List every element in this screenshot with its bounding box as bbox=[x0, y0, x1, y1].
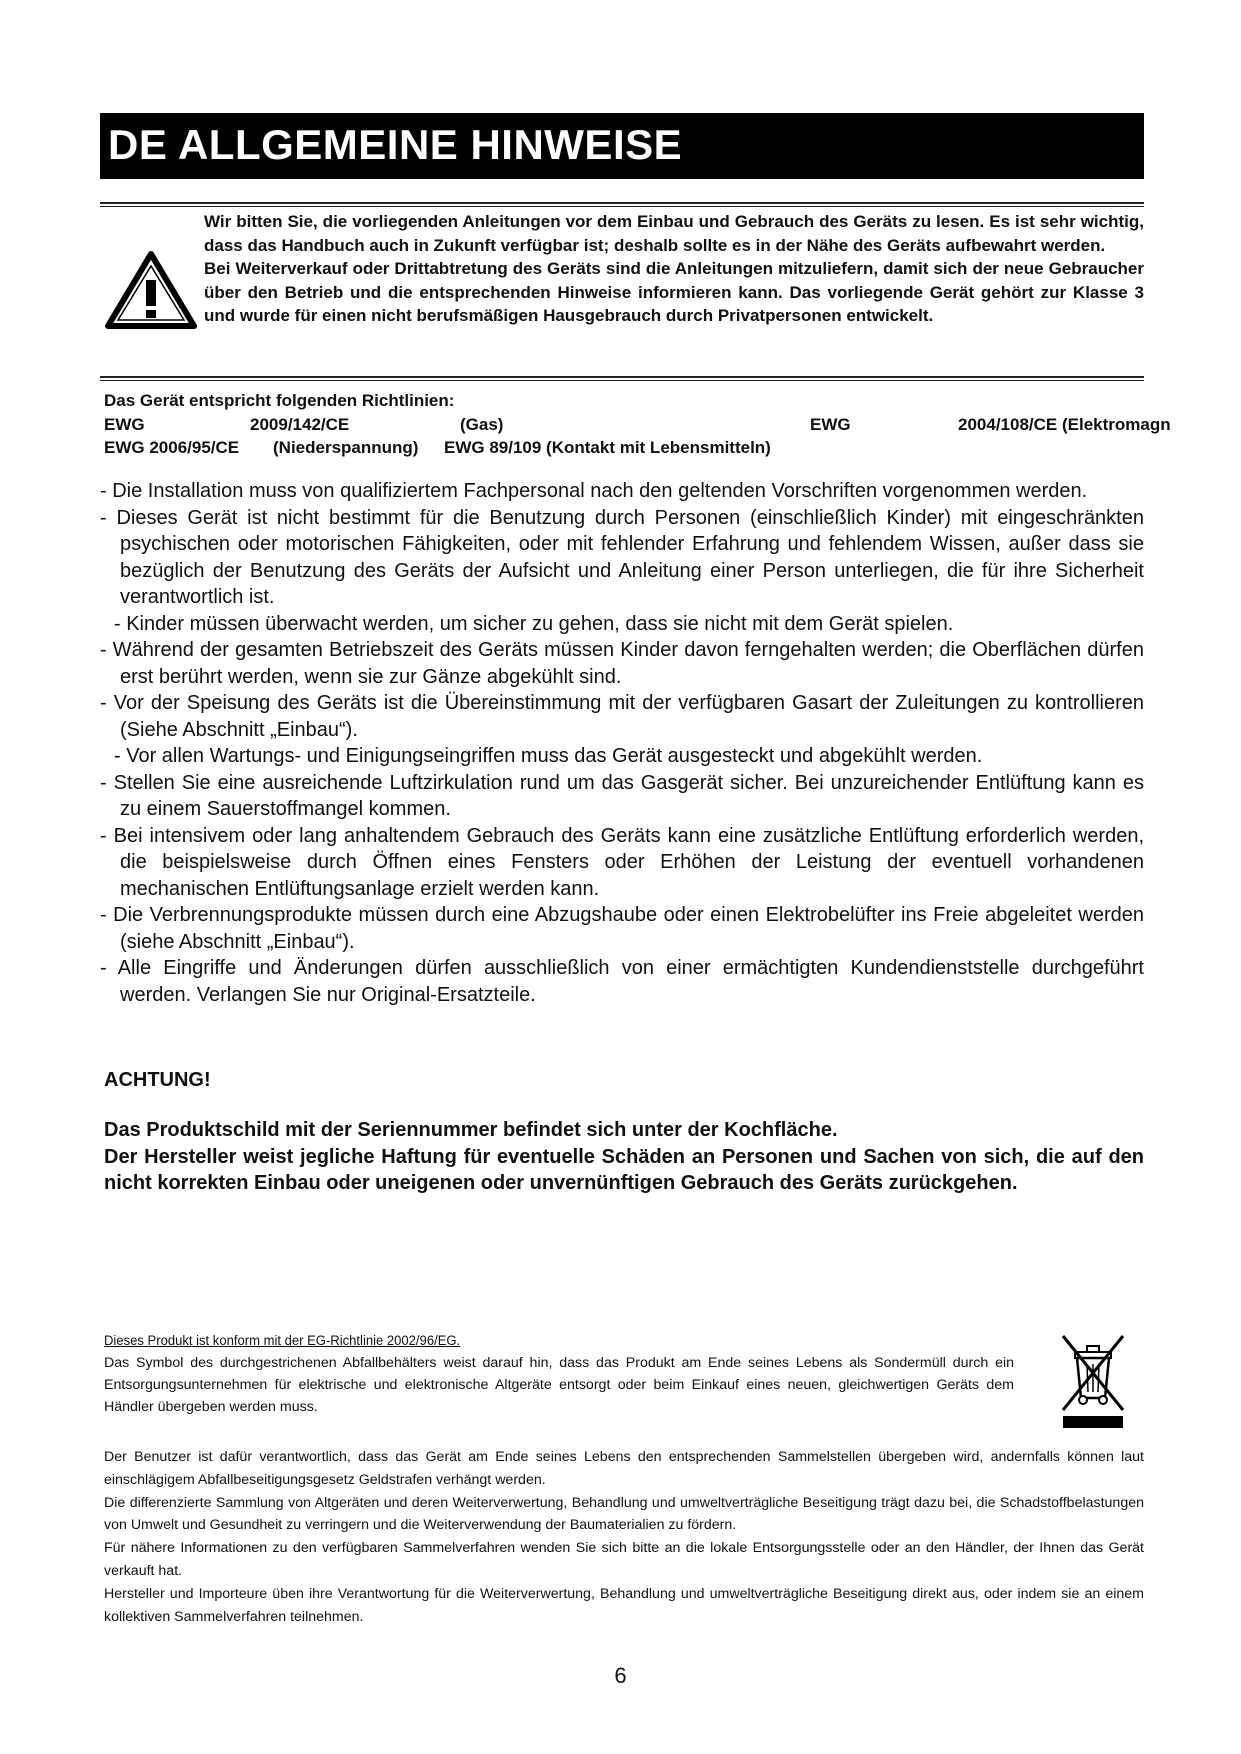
list-item: - Alle Eingriffe und Änderungen dürfen ausschließlich von einer ermächtigten Kundendienststelle durchgeführt werden. Verlangen Sie nur Original-Ersatzteile. bbox=[100, 957, 1144, 1006]
warning-paragraph: Bei Weiterverkauf oder Drittabtretung des Geräts sind die Anleitungen mitzuliefern, damit sich der neue Gebraucher über den Betrieb und die entsprechenden Hinweise informieren kann. Das vorliegende Gerät gehört zur Klasse 3 und wurde für einen nicht berufsmäßigen Hausgebrauch durch Privatpersonen entwickelt. bbox=[204, 259, 1144, 325]
divider-middle-thin bbox=[100, 380, 1144, 381]
directives-heading: Das Gerät entspricht folgenden Richtlinien: bbox=[104, 391, 455, 410]
page-title: DE ALLGEMEINE HINWEISE bbox=[108, 121, 683, 168]
list-item: - Die Verbrennungsprodukte müssen durch eine Abzugshaube oder einen Elektrobelüfter ins Freie abgeleitet werden (siehe Abschnitt „Einbau“). bbox=[100, 904, 1144, 953]
list-item: - Vor allen Wartungs- und Einigungseingriffen muss das Gerät ausgesteckt und abgekühlt werden. bbox=[114, 745, 983, 767]
directive-number: EWG 89/109 (Kontakt mit Lebensmitteln) bbox=[444, 438, 771, 457]
directive-number: 2004/108/CE (Elektromagn bbox=[958, 415, 1171, 434]
directive-label: (Niederspannung) bbox=[273, 438, 419, 457]
directive-code: EWG bbox=[104, 415, 145, 434]
manufacturer-notice bbox=[104, 1117, 1144, 1197]
safety-instructions-list bbox=[100, 478, 1144, 1008]
weee-paragraph: Hersteller und Importeure üben ihre Verantwortung für die Weiterverwertung, Behandlung und umweltverträgliche Beseitigung direkt aus, oder indem sie an einem kollektiven Sammelverfahren teilnehmen. bbox=[104, 1585, 1144, 1625]
weee-heading: Dieses Produkt ist konform mit der EG-Richtlinie 2002/96/EG. bbox=[104, 1333, 461, 1349]
notice-paragraph: Das Produktschild mit der Seriennummer befindet sich unter der Kochfläche. bbox=[104, 1119, 838, 1141]
divider-top bbox=[100, 202, 1144, 204]
list-item: - Stellen Sie eine ausreichende Luftzirkulation rund um das Gasgerät sicher. Bei unzureichender Entlüftung kann es zu einem Sauerstoffmangel kommen. bbox=[100, 771, 1144, 820]
list-item: - Kinder müssen überwacht werden, um sicher zu gehen, dass sie nicht mit dem Gerät spielen. bbox=[114, 612, 954, 635]
list-item: - Bei intensivem oder lang anhaltendem Gebrauch des Geräts kann eine zusätzliche Entlüftung erforderlich werden, die beispielsweise durch Öffnen eines Fensters oder Erhöhen der Leistung der eventuell vorhandenen mechanischen Entlüftungsanlage erzielt werden kann. bbox=[100, 824, 1144, 900]
directive-label: (Gas) bbox=[460, 415, 504, 434]
directive-number: EWG 2006/95/CE bbox=[104, 438, 240, 457]
list-item: - Während der gesamten Betriebszeit des Geräts müssen Kinder davon ferngehalten werden; die Oberflächen dürfen erst berührt werden, wenn sie zur Gänze abgekühlt sind. bbox=[100, 639, 1144, 688]
weee-paragraph: Der Benutzer ist dafür verantwortlich, dass das Gerät am Ende seines Lebens den entsprechenden Sammelstellen übergeben wird, andernfalls können laut einschlägigem Abfallbeseitigungsgesetz Geldstrafen verhängt werden. bbox=[104, 1449, 1144, 1488]
notice-paragraph: Der Hersteller weist jegliche Haftung für eventuelle Schäden an Personen und Sachen von sich, die auf den nicht korrekten Einbau oder uneigenen oder unvernünftigen Gebrauch des Geräts zurückgehen. bbox=[104, 1145, 1144, 1194]
weee-details bbox=[104, 1446, 1144, 1628]
weee-paragraph: Die differenzierte Sammlung von Altgeräten und deren Weiterverwertung, Behandlung und umweltverträgliche Beseitigung trägt dazu bei, die Schadstoffbelastungen von Umwelt und Gesundheit zu verringern und die Weiterverwendung der Baumaterialien zu fördern. bbox=[104, 1494, 1144, 1534]
directive-code: EWG bbox=[810, 415, 851, 434]
crossed-out-bin-icon bbox=[1055, 1330, 1131, 1430]
page-title-bar bbox=[100, 113, 1144, 179]
warning-text bbox=[204, 210, 1144, 328]
divider-top-thin bbox=[100, 206, 1144, 207]
weee-notice bbox=[104, 1330, 1014, 1418]
weee-intro: Das Symbol des durchgestrichenen Abfallbehälters weist darauf hin, dass das Produkt am Ende seines Lebens als Sondermüll durch ein Entsorgungsunternehmen für elektrische und elektronische Altgeräte entsorgt oder beim Einkauf eines neuen, gleichwertigen Geräts dem Händler übergeben werden muss. bbox=[104, 1355, 1014, 1415]
weee-paragraph: Für nähere Informationen zu den verfügbaren Sammelverfahren wenden Sie sich bitte an die lokale Entsorgungsstelle oder an den Händler, der Ihnen das Gerät verkauft hat. bbox=[104, 1540, 1144, 1579]
list-item: - Die Installation muss von qualifiziertem Fachpersonal nach den geltenden Vorschriften vorgenommen werden. bbox=[100, 480, 1088, 502]
list-item: - Vor der Speisung des Geräts ist die Übereinstimmung mit der verfügbaren Gasart der Zuleitungen zu kontrollieren (Siehe Abschnitt „Einbau“). bbox=[100, 692, 1144, 741]
divider-middle bbox=[100, 376, 1144, 378]
warning-paragraph: Wir bitten Sie, die vorliegenden Anleitungen vor dem Einbau und Gebrauch des Geräts zu lesen. Es ist sehr wichtig, dass das Handbuch auch in Zukunft verfügbar ist; deshalb sollte es in der Nähe des Geräts aufbewahrt werden. bbox=[204, 212, 1144, 255]
attention-heading: ACHTUNG! bbox=[104, 1069, 211, 1091]
directive-number: 2009/142/CE bbox=[250, 415, 350, 434]
page-number: 6 bbox=[614, 1663, 627, 1688]
list-item: - Dieses Gerät ist nicht bestimmt für die Benutzung durch Personen (einschließlich Kinder) mit eingeschränkten psychischen oder motorischen Fähigkeiten, oder mit fehlender Erfahrung und fehlendem Wissen, außer dass sie bezüglich der Benutzung des Geräts der Aufsicht und Anleitung einer Person unterliegen, die für ihre Sicherheit verantwortlich ist. bbox=[100, 506, 1144, 608]
warning-triangle-icon bbox=[104, 250, 198, 330]
